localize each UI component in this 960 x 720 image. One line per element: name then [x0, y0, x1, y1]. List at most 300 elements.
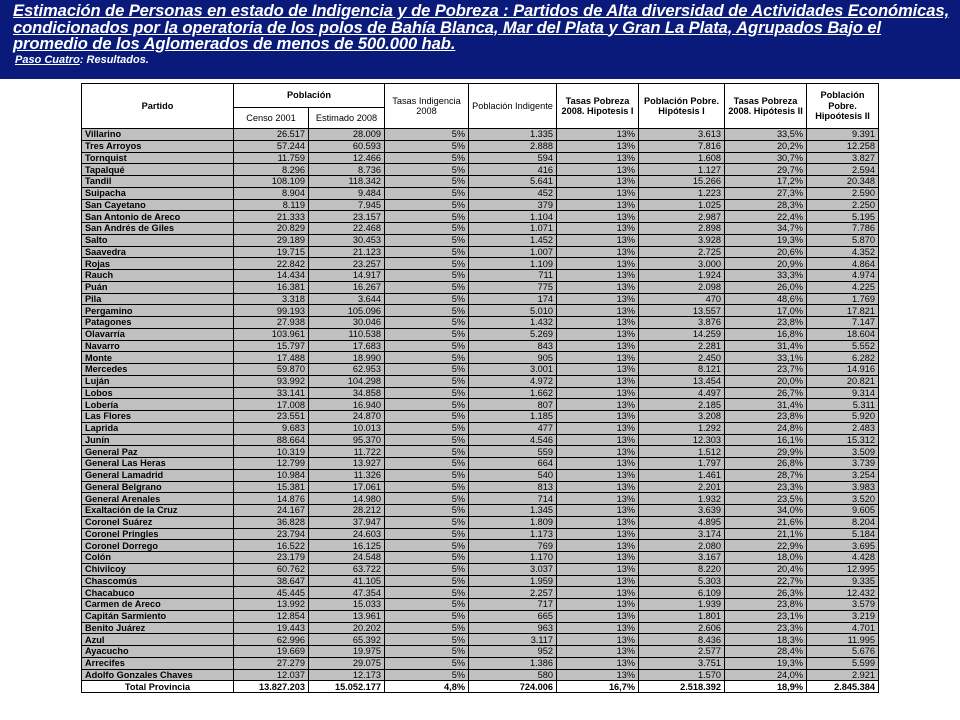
value-cell: 23,3%	[725, 622, 807, 634]
value-cell: 1.386	[469, 657, 557, 669]
value-cell: 22,7%	[725, 575, 807, 587]
partido-name-cell: Saavedra	[82, 246, 234, 258]
value-cell: 5%	[385, 610, 469, 622]
value-cell: 5%	[385, 481, 469, 493]
table-row	[82, 140, 879, 152]
value-cell: 37.947	[309, 516, 385, 528]
value-cell: 5%	[385, 411, 469, 423]
table-row	[82, 575, 879, 587]
partido-name-cell: Lobos	[82, 387, 234, 399]
value-cell: 5.641	[469, 176, 557, 188]
value-cell: 30.453	[309, 234, 385, 246]
value-cell: 5.303	[639, 575, 725, 587]
value-cell: 3.117	[469, 634, 557, 646]
value-cell: 3.639	[639, 505, 725, 517]
value-cell: 5%	[385, 305, 469, 317]
value-cell: 1.127	[639, 164, 725, 176]
value-cell: 3.000	[639, 258, 725, 270]
value-cell: 3.001	[469, 364, 557, 376]
partido-name-cell: San Cayetano	[82, 199, 234, 211]
value-cell: 23,1%	[725, 610, 807, 622]
table-row	[82, 458, 879, 470]
value-cell: 20,9%	[725, 258, 807, 270]
value-cell: 2.257	[469, 587, 557, 599]
value-cell: 470	[639, 293, 725, 305]
value-cell: 3.520	[807, 493, 879, 505]
total-cell: 18,9%	[725, 681, 807, 693]
value-cell: 13%	[557, 199, 639, 211]
value-cell: 13.454	[639, 375, 725, 387]
value-cell: 5%	[385, 140, 469, 152]
value-cell: 1.185	[469, 411, 557, 423]
value-cell: 5%	[385, 223, 469, 235]
header-tasas-pobreza-1: Tasas Pobreza 2008. Hipotesis I	[557, 84, 639, 129]
value-cell: 5.870	[807, 234, 879, 246]
partido-name-cell: Tornquist	[82, 152, 234, 164]
value-cell: 813	[469, 481, 557, 493]
partido-name-cell: Adolfo Gonzales Chaves	[82, 669, 234, 681]
value-cell: 27.279	[234, 657, 309, 669]
value-cell: 13%	[557, 129, 639, 141]
value-cell: 13.961	[309, 610, 385, 622]
value-cell: 13%	[557, 223, 639, 235]
value-cell: 807	[469, 399, 557, 411]
value-cell: 7.147	[807, 317, 879, 329]
table-row	[82, 281, 879, 293]
total-cell: 724.006	[469, 681, 557, 693]
value-cell: 17,0%	[725, 305, 807, 317]
value-cell: 1.025	[639, 199, 725, 211]
table-row	[82, 528, 879, 540]
value-cell: 5%	[385, 340, 469, 352]
partido-name-cell: Chascomús	[82, 575, 234, 587]
table-row	[82, 340, 879, 352]
value-cell: 12.173	[309, 669, 385, 681]
value-cell: 19.715	[234, 246, 309, 258]
value-cell: 12.799	[234, 458, 309, 470]
value-cell: 13%	[557, 575, 639, 587]
value-cell: 18,3%	[725, 634, 807, 646]
value-cell: 28,3%	[725, 199, 807, 211]
partido-name-cell: Suipacha	[82, 187, 234, 199]
value-cell: 379	[469, 199, 557, 211]
value-cell: 13%	[557, 258, 639, 270]
table-row	[82, 352, 879, 364]
value-cell: 11.759	[234, 152, 309, 164]
value-cell: 5.920	[807, 411, 879, 423]
value-cell: 23.794	[234, 528, 309, 540]
value-cell: 174	[469, 293, 557, 305]
value-cell: 3.928	[639, 234, 725, 246]
value-cell: 452	[469, 187, 557, 199]
value-cell: 5%	[385, 258, 469, 270]
value-cell: 2.594	[807, 164, 879, 176]
header-poblacion: Población	[234, 84, 385, 108]
value-cell: 13%	[557, 481, 639, 493]
value-cell: 23,8%	[725, 599, 807, 611]
value-cell: 5%	[385, 646, 469, 658]
value-cell: 963	[469, 622, 557, 634]
value-cell: 13%	[557, 669, 639, 681]
value-cell: 22.468	[309, 223, 385, 235]
page-subtitle	[13, 54, 950, 67]
value-cell: 5%	[385, 552, 469, 564]
value-cell: 3.579	[807, 599, 879, 611]
value-cell: 13.992	[234, 599, 309, 611]
value-cell: 1.959	[469, 575, 557, 587]
value-cell: 13%	[557, 305, 639, 317]
value-cell: 63.722	[309, 563, 385, 575]
value-cell: 95.370	[309, 434, 385, 446]
value-cell: 28,4%	[725, 646, 807, 658]
value-cell: 13%	[557, 657, 639, 669]
partido-name-cell: Olavarría	[82, 328, 234, 340]
table-row	[82, 634, 879, 646]
value-cell: 17.061	[309, 481, 385, 493]
value-cell: 5%	[385, 587, 469, 599]
value-cell: 20,6%	[725, 246, 807, 258]
value-cell: 5%	[385, 352, 469, 364]
value-cell: 26,7%	[725, 387, 807, 399]
value-cell: 13%	[557, 634, 639, 646]
value-cell: 104.298	[309, 375, 385, 387]
value-cell: 13%	[557, 328, 639, 340]
table-row	[82, 328, 879, 340]
value-cell: 769	[469, 540, 557, 552]
partido-name-cell: Lobería	[82, 399, 234, 411]
value-cell: 29.075	[309, 657, 385, 669]
table-row	[82, 258, 879, 270]
value-cell: 5%	[385, 669, 469, 681]
value-cell: 2.185	[639, 399, 725, 411]
value-cell: 13%	[557, 176, 639, 188]
value-cell: 13%	[557, 375, 639, 387]
value-cell: 17,2%	[725, 176, 807, 188]
value-cell: 664	[469, 458, 557, 470]
value-cell: 11.326	[309, 469, 385, 481]
value-cell: 711	[469, 270, 557, 282]
value-cell: 5%	[385, 563, 469, 575]
value-cell: 4.895	[639, 516, 725, 528]
value-cell: 1.007	[469, 246, 557, 258]
value-cell: 1.173	[469, 528, 557, 540]
value-cell: 594	[469, 152, 557, 164]
partido-name-cell: General Belgrano	[82, 481, 234, 493]
value-cell: 62.996	[234, 634, 309, 646]
value-cell: 45.445	[234, 587, 309, 599]
table-row	[82, 610, 879, 622]
page-title: Estimación de Personas en estado de Indigencia y de Pobreza : Partidos de Alta diversidad de Actividades Económicas, condicionados por la operatoria de los polos de Bahía Blanca, Mar del Plata y Gran La Plata, Agrupados Bajo el promedio de los Aglomerados de menos de 500.000 hab.	[13, 1, 950, 53]
table-row	[82, 493, 879, 505]
value-cell: 559	[469, 446, 557, 458]
table-row	[82, 446, 879, 458]
value-cell: 1.335	[469, 129, 557, 141]
value-cell: 5%	[385, 469, 469, 481]
value-cell: 1.570	[639, 669, 725, 681]
value-cell: 6.109	[639, 587, 725, 599]
value-cell: 13%	[557, 434, 639, 446]
value-cell: 1.939	[639, 599, 725, 611]
value-cell: 33,1%	[725, 352, 807, 364]
value-cell: 775	[469, 281, 557, 293]
value-cell: 5%	[385, 516, 469, 528]
value-cell: 5%	[385, 211, 469, 223]
step-rest: : Resultados.	[79, 53, 149, 66]
value-cell: 18.990	[309, 352, 385, 364]
table-row	[82, 199, 879, 211]
value-cell: 22,4%	[725, 211, 807, 223]
value-cell: 24.603	[309, 528, 385, 540]
value-cell: 4.428	[807, 552, 879, 564]
value-cell: 3.983	[807, 481, 879, 493]
value-cell: 1.797	[639, 458, 725, 470]
value-cell: 13%	[557, 211, 639, 223]
value-cell: 5.195	[807, 211, 879, 223]
value-cell: 10.013	[309, 422, 385, 434]
value-cell: 8.220	[639, 563, 725, 575]
value-cell: 2.250	[807, 199, 879, 211]
value-cell: 5%	[385, 422, 469, 434]
value-cell: 13%	[557, 234, 639, 246]
partido-name-cell: Navarro	[82, 340, 234, 352]
value-cell: 18.604	[807, 328, 879, 340]
value-cell: 6.282	[807, 352, 879, 364]
partido-name-cell: Villarino	[82, 129, 234, 141]
value-cell: 33,5%	[725, 129, 807, 141]
value-cell: 14.876	[234, 493, 309, 505]
value-cell: 5.599	[807, 657, 879, 669]
value-cell: 30.046	[309, 317, 385, 329]
partido-name-cell: Rojas	[82, 258, 234, 270]
value-cell: 4.701	[807, 622, 879, 634]
value-cell: 28.009	[309, 129, 385, 141]
value-cell: 1.924	[639, 270, 725, 282]
value-cell: 24,8%	[725, 422, 807, 434]
value-cell: 1.809	[469, 516, 557, 528]
value-cell: 24.167	[234, 505, 309, 517]
table-row	[82, 434, 879, 446]
value-cell: 13%	[557, 458, 639, 470]
table-row	[82, 364, 879, 376]
value-cell: 110.538	[309, 328, 385, 340]
partido-name-cell: Coronel Pringles	[82, 528, 234, 540]
partido-name-cell: Coronel Suárez	[82, 516, 234, 528]
value-cell: 1.801	[639, 610, 725, 622]
value-cell: 5%	[385, 364, 469, 376]
header-partido: Partido	[82, 84, 234, 129]
partido-name-cell: Pergamino	[82, 305, 234, 317]
value-cell: 15.381	[234, 481, 309, 493]
table-body	[82, 129, 879, 681]
value-cell: 2.098	[639, 281, 725, 293]
value-cell: 9.314	[807, 387, 879, 399]
value-cell: 952	[469, 646, 557, 658]
value-cell: 5%	[385, 458, 469, 470]
value-cell: 1.461	[639, 469, 725, 481]
value-cell: 34,0%	[725, 505, 807, 517]
value-cell: 13%	[557, 446, 639, 458]
value-cell: 13%	[557, 140, 639, 152]
value-cell: 15.033	[309, 599, 385, 611]
value-cell: 13%	[557, 516, 639, 528]
value-cell: 48,6%	[725, 293, 807, 305]
value-cell: 5.676	[807, 646, 879, 658]
value-cell: 14.259	[639, 328, 725, 340]
value-cell: 9.391	[807, 129, 879, 141]
table-row	[82, 211, 879, 223]
table-row	[82, 129, 879, 141]
value-cell: 5%	[385, 129, 469, 141]
value-cell: 5%	[385, 199, 469, 211]
value-cell: 9.335	[807, 575, 879, 587]
value-cell: 3.037	[469, 563, 557, 575]
value-cell: 5%	[385, 399, 469, 411]
value-cell: 65.392	[309, 634, 385, 646]
value-cell: 20,0%	[725, 375, 807, 387]
total-cell: 16,7%	[557, 681, 639, 693]
partido-name-cell: Junín	[82, 434, 234, 446]
value-cell: 20.829	[234, 223, 309, 235]
value-cell: 29,7%	[725, 164, 807, 176]
value-cell: 13.927	[309, 458, 385, 470]
table-row	[82, 540, 879, 552]
value-cell: 5%	[385, 387, 469, 399]
value-cell: 1.608	[639, 152, 725, 164]
header-estimado: Estimado 2008	[309, 108, 385, 129]
total-cell: 2.518.392	[639, 681, 725, 693]
value-cell: 5%	[385, 575, 469, 587]
value-cell: 1.432	[469, 317, 557, 329]
value-cell: 15.312	[807, 434, 879, 446]
value-cell: 5%	[385, 270, 469, 282]
value-cell: 714	[469, 493, 557, 505]
value-cell: 33,3%	[725, 270, 807, 282]
value-cell: 10.984	[234, 469, 309, 481]
partido-name-cell: Azul	[82, 634, 234, 646]
total-row	[82, 681, 879, 693]
partido-name-cell: General Lamadrid	[82, 469, 234, 481]
value-cell: 13%	[557, 422, 639, 434]
value-cell: 5%	[385, 599, 469, 611]
value-cell: 13%	[557, 364, 639, 376]
partido-name-cell: Carmen de Areco	[82, 599, 234, 611]
total-cell: 13.827.203	[234, 681, 309, 693]
total-cell: Total Provincia	[82, 681, 234, 693]
table-row	[82, 411, 879, 423]
value-cell: 5%	[385, 622, 469, 634]
value-cell: 13%	[557, 411, 639, 423]
value-cell: 17.008	[234, 399, 309, 411]
value-cell: 13.557	[639, 305, 725, 317]
value-cell: 13%	[557, 622, 639, 634]
value-cell: 21,6%	[725, 516, 807, 528]
value-cell: 103.961	[234, 328, 309, 340]
value-cell: 26,0%	[725, 281, 807, 293]
value-cell: 13%	[557, 387, 639, 399]
value-cell: 20.202	[309, 622, 385, 634]
value-cell: 21.333	[234, 211, 309, 223]
value-cell: 13%	[557, 352, 639, 364]
table-row	[82, 164, 879, 176]
value-cell: 23,5%	[725, 493, 807, 505]
value-cell: 540	[469, 469, 557, 481]
value-cell: 13%	[557, 528, 639, 540]
value-cell: 1.109	[469, 258, 557, 270]
header-poblacion-pobre-2: Población Pobre. Hipoótesis II	[807, 84, 879, 129]
value-cell: 1.104	[469, 211, 557, 223]
value-cell: 8.904	[234, 187, 309, 199]
partido-name-cell: Coronel Dorrego	[82, 540, 234, 552]
value-cell: 4.546	[469, 434, 557, 446]
value-cell: 5.010	[469, 305, 557, 317]
value-cell: 2.080	[639, 540, 725, 552]
value-cell: 23,8%	[725, 317, 807, 329]
value-cell: 5.552	[807, 340, 879, 352]
value-cell: 3.174	[639, 528, 725, 540]
value-cell: 28.212	[309, 505, 385, 517]
value-cell: 29,9%	[725, 446, 807, 458]
value-cell: 9.683	[234, 422, 309, 434]
value-cell: 3.827	[807, 152, 879, 164]
table-row	[82, 375, 879, 387]
partido-name-cell: Exaltación de la Cruz	[82, 505, 234, 517]
value-cell: 5%	[385, 493, 469, 505]
partido-name-cell: Luján	[82, 375, 234, 387]
value-cell: 13%	[557, 281, 639, 293]
value-cell: 3.318	[234, 293, 309, 305]
value-cell: 38.647	[234, 575, 309, 587]
value-cell: 5%	[385, 328, 469, 340]
table-row	[82, 223, 879, 235]
value-cell: 4.864	[807, 258, 879, 270]
value-cell: 19,3%	[725, 657, 807, 669]
value-cell: 1.452	[469, 234, 557, 246]
table-row	[82, 622, 879, 634]
value-cell: 16.381	[234, 281, 309, 293]
value-cell: 26.517	[234, 129, 309, 141]
value-cell: 18,0%	[725, 552, 807, 564]
value-cell: 13%	[557, 293, 639, 305]
header-censo: Censo 2001	[234, 108, 309, 129]
partido-name-cell: General Las Heras	[82, 458, 234, 470]
value-cell: 3.208	[639, 411, 725, 423]
value-cell: 9.484	[309, 187, 385, 199]
table-row	[82, 270, 879, 282]
value-cell: 13%	[557, 152, 639, 164]
value-cell: 23.157	[309, 211, 385, 223]
value-cell: 416	[469, 164, 557, 176]
value-cell: 8.296	[234, 164, 309, 176]
partido-name-cell: Mercedes	[82, 364, 234, 376]
partido-name-cell: San Antonio de Areco	[82, 211, 234, 223]
value-cell: 12.303	[639, 434, 725, 446]
value-cell: 5%	[385, 434, 469, 446]
value-cell: 41.105	[309, 575, 385, 587]
value-cell: 14.917	[309, 270, 385, 282]
value-cell: 24.870	[309, 411, 385, 423]
value-cell: 17.683	[309, 340, 385, 352]
value-cell: 5%	[385, 317, 469, 329]
title-banner	[0, 0, 960, 79]
table-row	[82, 187, 879, 199]
partido-name-cell: Arrecifes	[82, 657, 234, 669]
value-cell: 16.940	[309, 399, 385, 411]
value-cell: 14.980	[309, 493, 385, 505]
value-cell: 5%	[385, 375, 469, 387]
table-row	[82, 587, 879, 599]
value-cell: 8.121	[639, 364, 725, 376]
value-cell: 19.975	[309, 646, 385, 658]
